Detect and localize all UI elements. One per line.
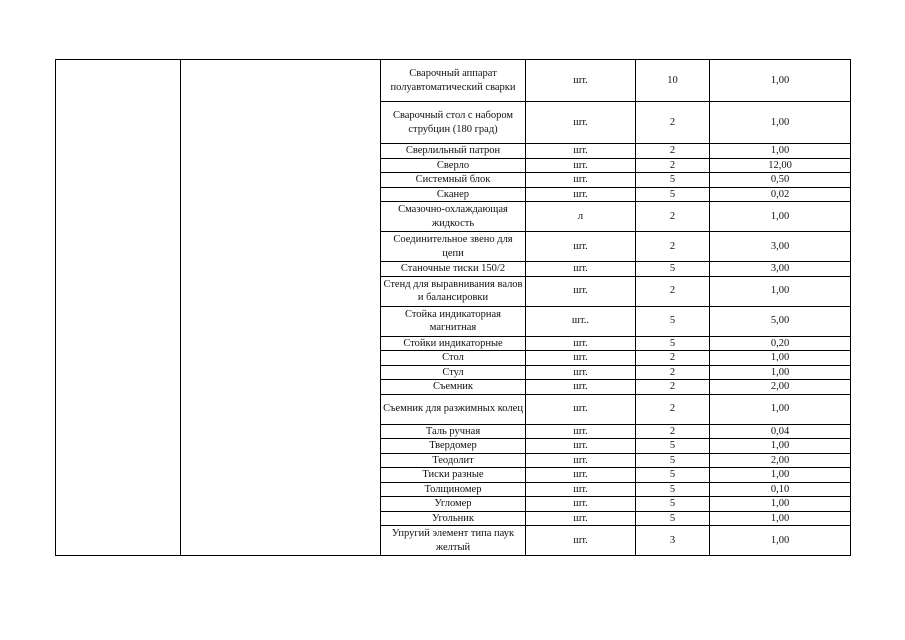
unit-cell: шт.: [526, 276, 636, 306]
unit-cell: шт.: [526, 173, 636, 188]
item-name-cell: Упругий элемент типа паук желтый: [381, 526, 526, 556]
quantity-cell: 2: [636, 144, 710, 159]
quantity-cell: 5: [636, 439, 710, 454]
value-cell: 2,00: [710, 380, 851, 395]
item-name-cell: Сварочный стол с набором струбцин (180 град): [381, 102, 526, 144]
unit-cell: шт.: [526, 394, 636, 424]
value-cell: 1,00: [710, 439, 851, 454]
quantity-cell: 5: [636, 187, 710, 202]
value-cell: 1,00: [710, 102, 851, 144]
merged-cell-1: [56, 60, 181, 556]
value-cell: 0,02: [710, 187, 851, 202]
quantity-cell: 2: [636, 102, 710, 144]
item-name-cell: Съемник: [381, 380, 526, 395]
unit-cell: шт.: [526, 380, 636, 395]
value-cell: 0,04: [710, 424, 851, 439]
unit-cell: шт.: [526, 511, 636, 526]
item-name-cell: Теодолит: [381, 453, 526, 468]
value-cell: 1,00: [710, 468, 851, 483]
value-cell: 0,50: [710, 173, 851, 188]
quantity-cell: 2: [636, 232, 710, 262]
value-cell: 12,00: [710, 158, 851, 173]
equipment-table: [55, 59, 851, 556]
item-name-cell: Сверло: [381, 158, 526, 173]
value-cell: 1,00: [710, 526, 851, 556]
item-name-cell: Сварочный аппарат полуавтоматический сварки: [381, 60, 526, 102]
quantity-cell: 2: [636, 365, 710, 380]
item-name-cell: Стул: [381, 365, 526, 380]
unit-cell: л: [526, 202, 636, 232]
quantity-cell: 10: [636, 60, 710, 102]
item-name-cell: Смазочно-охлаждающая жидкость: [381, 202, 526, 232]
quantity-cell: 2: [636, 158, 710, 173]
unit-cell: шт.: [526, 102, 636, 144]
item-name-cell: Таль ручная: [381, 424, 526, 439]
quantity-cell: 3: [636, 526, 710, 556]
table-body: [56, 60, 851, 556]
item-name-cell: Твердомер: [381, 439, 526, 454]
unit-cell: шт.: [526, 60, 636, 102]
value-cell: 1,00: [710, 60, 851, 102]
unit-cell: шт.: [526, 262, 636, 277]
unit-cell: шт.: [526, 526, 636, 556]
value-cell: 1,00: [710, 276, 851, 306]
value-cell: 0,10: [710, 482, 851, 497]
item-name-cell: Съемник для разжимных колец: [381, 394, 526, 424]
merged-cell-2: [181, 60, 381, 556]
value-cell: 1,00: [710, 511, 851, 526]
value-cell: 1,00: [710, 144, 851, 159]
quantity-cell: 2: [636, 394, 710, 424]
unit-cell: шт.: [526, 232, 636, 262]
value-cell: 1,00: [710, 497, 851, 512]
item-name-cell: Тиски разные: [381, 468, 526, 483]
value-cell: 1,00: [710, 351, 851, 366]
unit-cell: шт.: [526, 424, 636, 439]
quantity-cell: 2: [636, 424, 710, 439]
quantity-cell: 5: [636, 468, 710, 483]
item-name-cell: Стойка индикаторная магнитная: [381, 306, 526, 336]
value-cell: 1,00: [710, 365, 851, 380]
quantity-cell: 5: [636, 173, 710, 188]
item-name-cell: Толщиномер: [381, 482, 526, 497]
quantity-cell: 2: [636, 276, 710, 306]
item-name-cell: Системный блок: [381, 173, 526, 188]
unit-cell: шт.: [526, 468, 636, 483]
table-row: [56, 60, 851, 102]
item-name-cell: Угольник: [381, 511, 526, 526]
quantity-cell: 5: [636, 336, 710, 351]
unit-cell: шт..: [526, 306, 636, 336]
quantity-cell: 5: [636, 306, 710, 336]
unit-cell: шт.: [526, 158, 636, 173]
unit-cell: шт.: [526, 187, 636, 202]
item-name-cell: Стойки индикаторные: [381, 336, 526, 351]
quantity-cell: 5: [636, 453, 710, 468]
unit-cell: шт.: [526, 497, 636, 512]
value-cell: 0,20: [710, 336, 851, 351]
quantity-cell: 5: [636, 497, 710, 512]
value-cell: 1,00: [710, 394, 851, 424]
item-name-cell: Стенд для выравнивания валов и балансировки: [381, 276, 526, 306]
item-name-cell: Стол: [381, 351, 526, 366]
value-cell: 2,00: [710, 453, 851, 468]
unit-cell: шт.: [526, 453, 636, 468]
quantity-cell: 2: [636, 351, 710, 366]
quantity-cell: 2: [636, 380, 710, 395]
value-cell: 3,00: [710, 232, 851, 262]
value-cell: 3,00: [710, 262, 851, 277]
unit-cell: шт.: [526, 144, 636, 159]
quantity-cell: 5: [636, 262, 710, 277]
quantity-cell: 5: [636, 482, 710, 497]
value-cell: 5,00: [710, 306, 851, 336]
item-name-cell: Станочные тиски 150/2: [381, 262, 526, 277]
unit-cell: шт.: [526, 336, 636, 351]
item-name-cell: Сверлильный патрон: [381, 144, 526, 159]
item-name-cell: Угломер: [381, 497, 526, 512]
unit-cell: шт.: [526, 439, 636, 454]
unit-cell: шт.: [526, 351, 636, 366]
quantity-cell: 2: [636, 202, 710, 232]
value-cell: 1,00: [710, 202, 851, 232]
quantity-cell: 5: [636, 511, 710, 526]
unit-cell: шт.: [526, 482, 636, 497]
unit-cell: шт.: [526, 365, 636, 380]
item-name-cell: Соединительное звено для цепи: [381, 232, 526, 262]
item-name-cell: Сканер: [381, 187, 526, 202]
